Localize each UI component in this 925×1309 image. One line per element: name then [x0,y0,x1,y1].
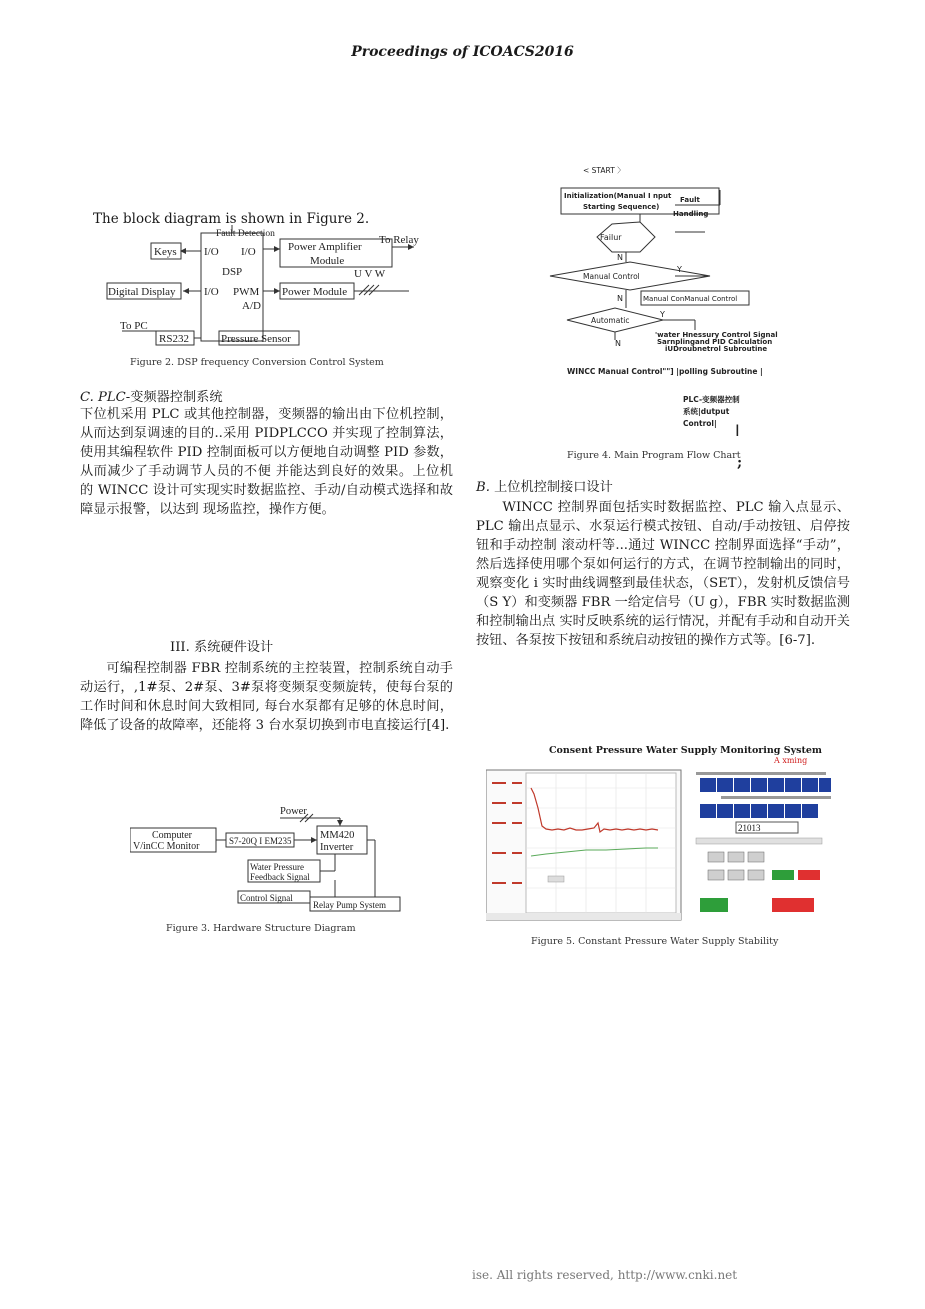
failur-label: Failur [600,233,622,242]
stray-semicolon: ; [737,455,743,471]
inverter-label: Inverter [320,842,354,853]
figure-3-caption: Figure 3. Hardware Structure Diagram [166,923,356,934]
manual-control-decision-label: Manual Control [583,272,640,281]
automatic-label: Automatic [591,316,630,325]
n-label-2: N [617,294,623,303]
figure-5-warning: A xming [774,756,808,765]
computer-label: Computer [152,830,192,841]
handling-label: Handling [673,210,709,218]
figure-4-flowchart [545,160,785,440]
io-label-2: I/O [241,246,256,258]
section-3-paragraph: 可编程控制器 FBR 控制系统的主控装置，控制系统自动手动运行，,1#泵、2#泵、3#泵将变频泵变频旋转，使每台泵的工作时间和休息时间大致相同, 每台水泵都有足够的休息时间，降低了设备的故障率，还能将 3 台水泵切换到市电直接运行[4]. [80,661,453,733]
plc-label: S7-20Q I EM235 [229,836,292,846]
control-label: Control| [683,419,717,428]
n-label-1: N [617,253,623,262]
plc-inverter-label: PLC-变频器控制 [683,395,740,404]
starting-sequence-label: Starting Sequence) [583,203,660,211]
section-b-prefix: B. [476,480,495,495]
y-label-2: Y [660,310,665,319]
power-amplifier-module-label: Module [310,255,345,267]
pressure-sensor-label: Pressure Sensor [221,333,291,345]
pwm-label: PWM [233,286,260,298]
manual-control-box-label: Manual ConManual Control [643,295,738,303]
running-header: Proceedings of ICOACS2016 [351,44,574,60]
water-pressure-label: Water Pressure [250,862,305,872]
to-relay-label: To Relay [379,234,419,246]
copyright-footer: ise. All rights reserved, http://www.cnki.net [472,1268,738,1282]
ad-label: A/D [242,300,261,312]
power-module-label: Power Module [282,286,348,298]
power-amplifier-label: Power Amplifier [288,241,362,253]
figure-5-screenshot [486,768,836,923]
control-signal-label: Control Signal [240,893,293,903]
uvw-label: U V W [354,268,386,280]
section-c-paragraph: 下位机采用 PLC 或其他控制器，变频器的输出由下位机控制，从而达到泵调速的目的..采用 PIDPLCCO 并实现了控制算法，使用其编程软件 PID 控制面板可以方便地自动调整 PID 参数，从而减少了手动调节人员的不便 并能达到良好的效果。上位机的 WINCC 设计可实现实时数据监控、手动/自动模式选择和故障显示报警，以达到 现场监控，操作方便。 [80,407,453,517]
digital-display-label: Digital Display [108,286,176,298]
figure-2-caption: Figure 2. DSP frequency Conversion Control System [130,357,384,368]
wincc-monitor-label: V/inCC Monitor [133,841,200,852]
section-c-title: -变频器控制系统 [125,390,223,405]
relay-pump-label: Relay Pump System [313,900,387,910]
section-b-heading [476,476,613,495]
figure-5-title: Consent Pressure Water Supply Monitoring System [549,745,822,756]
fault-detection-label: Fault Detection [216,229,275,239]
control-subroutine-label: iUDroubnetrol Subroutine [665,345,768,353]
y-label-1: Y [677,265,682,274]
sampling-pid-label: Sarnplingand PID Calculation [657,338,773,346]
figure-4-caption: Figure 4. Main Program Flow Chart [567,450,741,461]
cursor-glyph: I [735,421,740,440]
section-c-heading [80,386,223,405]
n-label-3: N [615,339,621,348]
section-c-prefix: C. [80,390,99,405]
figure-3-diagram [130,800,405,915]
power-label: Power [280,806,307,817]
section-b-title: 上位机控制接口设计 [494,480,613,495]
keys-label: Keys [154,246,177,258]
section-c-title-italic: PLC [98,390,126,405]
rs232-label: RS232 [159,333,189,345]
start-label: < START 〉 [583,166,625,175]
figure2-intro: The block diagram is shown in Figure 2. [93,211,370,227]
section-b-paragraph: WINCC 控制界面包括实时数据监控、PLC 输入点显示、PLC 输出点显示、水泵运行模式按钮、自动/手动按钮、启停按钮和手动控制 滚动杆等...通过 WINCC 控制界面选择“手动”，然后选择使用哪个泵如何运行的方式，在调节控制输出的同时，观察变化 i 实时曲线调整到最佳状态，（SET），发射机反馈信号（S Y）和变频器 FBR 一给定信号（U g），FBR 实时数据监测和控制输出点 实时反映系统的运行情况，并配有手动和自动开关按钮、各泵按下按钮和系统启动按钮的操作方式等。[6-7]. [476,500,850,648]
feedback-signal-label: Feedback Signal [250,872,310,882]
wincc-manual-control-label: WINCC Manual Control""] |polling Subroutine | [567,367,763,376]
figure-2-diagram [104,225,424,350]
fault-label: Fault [680,196,700,204]
mm420-label: MM420 [320,830,355,841]
setpoint-value[interactable]: 21013 [738,823,761,833]
io-label-1: I/O [204,246,219,258]
figure-5-caption: Figure 5. Constant Pressure Water Supply Stability [531,936,779,947]
to-pc-label: To PC [120,320,148,332]
io-label-3: I/O [204,286,219,298]
system-output-label: 系统|dutput [683,407,730,416]
initialization-label: Initialization(Manual I nput [564,192,672,200]
water-signal-label: 'water Hnessury Control Signal [655,331,778,339]
dsp-label: DSP [222,266,243,278]
section-3-heading: III. 系统硬件设计 [170,640,274,655]
